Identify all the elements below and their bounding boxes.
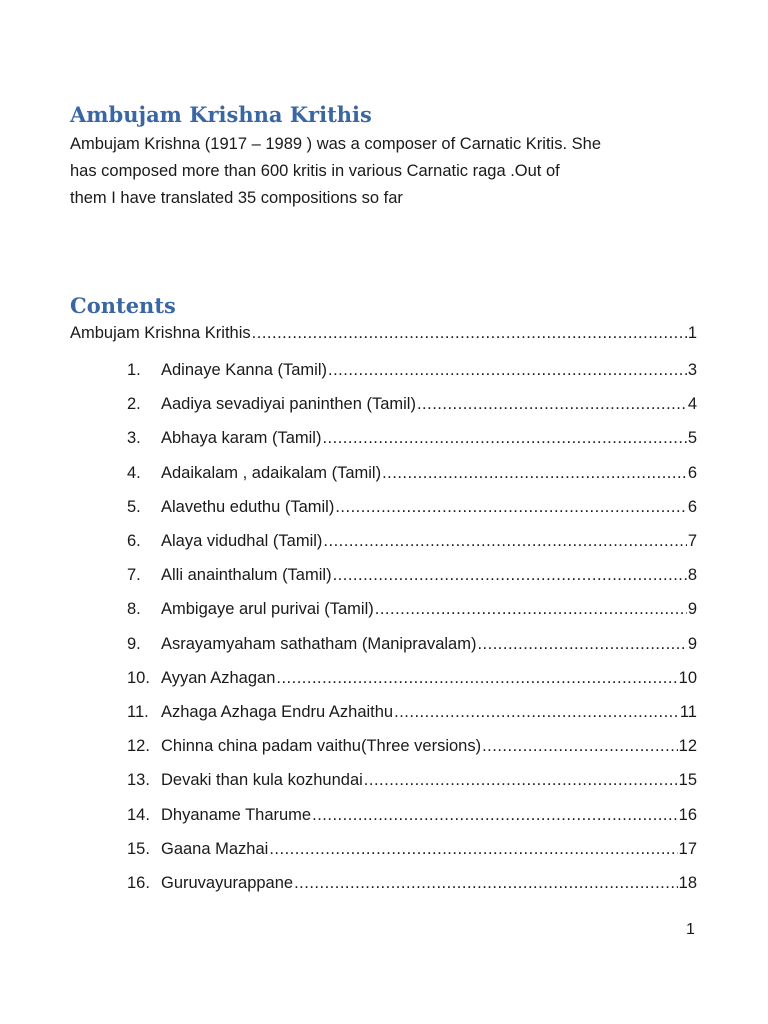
toc-entry[interactable] — [127, 530, 697, 552]
toc-entry-label: Alavethu eduthu (Tamil) — [161, 497, 335, 516]
toc-entry-page: 16 — [678, 805, 697, 824]
toc-dot-leader — [333, 564, 687, 586]
toc-entry-page: 9 — [687, 600, 697, 619]
toc-entry-number: 2. — [127, 395, 141, 414]
toc-entry-title[interactable] — [70, 322, 697, 344]
toc-dot-leader — [417, 393, 687, 415]
document-title: Ambujam Krishna Krithis — [70, 102, 372, 127]
toc-dot-leader — [312, 804, 678, 826]
toc-dot-leader — [394, 701, 679, 723]
toc-entry[interactable] — [127, 598, 697, 620]
toc-entry-page: 4 — [687, 395, 697, 414]
toc-entry-label: Chinna china padam vaithu(Three versions) — [161, 737, 482, 756]
toc-entry[interactable] — [127, 462, 697, 484]
toc-entry-label: Alli anainthalum (Tamil) — [161, 566, 332, 585]
toc-entry-label: Devaki than kula kozhundai — [161, 771, 363, 790]
toc-entry-label: Azhaga Azhaga Endru Azhaithu — [161, 703, 394, 721]
toc-entry[interactable] — [127, 838, 697, 860]
contents-heading: Contents — [70, 293, 176, 318]
toc-entry-label: Guruvayurappane — [161, 874, 294, 892]
toc-entry-label: Adinaye Kanna (Tamil) — [161, 361, 327, 379]
toc-entry-page: 7 — [687, 532, 697, 550]
toc-entry-number: 6. — [127, 532, 141, 550]
toc-entry-number: 4. — [127, 463, 141, 482]
toc-entry[interactable] — [127, 769, 697, 791]
toc-entry-page: 17 — [678, 839, 697, 858]
toc-entry-number: 13. — [127, 771, 150, 790]
toc-dot-leader — [294, 872, 678, 894]
toc-entry-page: 11 — [679, 703, 697, 721]
toc-entry[interactable] — [127, 735, 697, 757]
toc-entry[interactable] — [127, 701, 697, 723]
toc-entry[interactable] — [127, 393, 697, 415]
toc-entry-number: 10. — [127, 668, 150, 687]
toc-entry-page: 8 — [687, 566, 697, 585]
toc-entry-page: 6 — [687, 497, 697, 516]
toc-dot-leader — [252, 322, 687, 344]
toc-entry-page: 3 — [687, 361, 697, 379]
toc-entry-page: 5 — [687, 429, 697, 448]
toc-dot-leader — [276, 667, 677, 689]
toc-entry-label: Asrayamyaham sathatham (Manipravalam) — [161, 634, 477, 653]
toc-dot-leader — [335, 496, 686, 518]
toc-entry-number: 9. — [127, 634, 141, 653]
toc-entry-page: 18 — [678, 874, 697, 892]
toc-dot-leader — [364, 769, 678, 791]
toc-entry-label: Gaana Mazhai — [161, 839, 269, 858]
toc-entry-page: 10 — [678, 668, 697, 687]
toc-entry-number: 11. — [127, 703, 149, 721]
toc-dot-leader — [382, 462, 687, 484]
toc-entry[interactable] — [127, 633, 697, 655]
toc-entry-number: 15. — [127, 839, 150, 858]
toc-entry[interactable] — [127, 427, 697, 449]
toc-entry-number: 16. — [127, 874, 150, 892]
page-number: 1 — [686, 921, 695, 938]
toc-dot-leader — [322, 427, 686, 449]
toc-entry[interactable] — [127, 667, 697, 689]
toc-entry[interactable] — [127, 359, 697, 381]
toc-entry-page: 9 — [687, 634, 697, 653]
toc-dot-leader — [328, 359, 687, 381]
toc-entry[interactable] — [127, 496, 697, 518]
intro-line: Ambujam Krishna (1917 – 1989 ) was a composer of Carnatic Kritis. She — [70, 135, 601, 153]
toc-entry[interactable] — [127, 564, 697, 586]
toc-entry-label: Ambujam Krishna Krithis — [70, 324, 251, 342]
toc-entry-label: Dhyaname Tharume — [161, 805, 312, 824]
toc-entry-number: 12. — [127, 737, 150, 756]
intro-paragraph — [70, 131, 710, 212]
toc-entry-number: 7. — [127, 566, 141, 585]
toc-entry-page: 6 — [687, 463, 697, 482]
toc-entry-number: 3. — [127, 429, 141, 448]
toc-entry-label: Adaikalam , adaikalam (Tamil) — [161, 463, 382, 482]
toc-entry-label: Aadiya sevadiyai paninthen (Tamil) — [161, 395, 416, 414]
toc-entry-number: 1. — [127, 361, 141, 379]
toc-entry-number: 8. — [127, 600, 141, 619]
toc-entry-label: Ayyan Azhagan — [161, 668, 276, 687]
toc-entry[interactable] — [127, 872, 697, 894]
toc-dot-leader — [375, 598, 687, 620]
toc-entry-number: 5. — [127, 497, 141, 516]
toc-dot-leader — [482, 735, 678, 757]
toc-entry-page: 1 — [687, 324, 697, 342]
toc-entry-label: Abhaya karam (Tamil) — [161, 429, 322, 448]
toc-entry-number: 14. — [127, 805, 150, 824]
toc-dot-leader — [269, 838, 677, 860]
toc-dot-leader — [477, 633, 686, 655]
toc-entry-page: 15 — [678, 771, 697, 790]
toc-entry-label: Alaya vidudhal (Tamil) — [161, 532, 323, 550]
toc-entry[interactable] — [127, 804, 697, 826]
intro-line: has composed more than 600 kritis in various Carnatic raga .Out of — [70, 162, 560, 180]
toc-entry-page: 12 — [678, 737, 697, 756]
intro-line: them I have translated 35 compositions so far — [70, 189, 403, 207]
toc-dot-leader — [323, 530, 686, 552]
toc-entry-label: Ambigaye arul purivai (Tamil) — [161, 600, 374, 619]
